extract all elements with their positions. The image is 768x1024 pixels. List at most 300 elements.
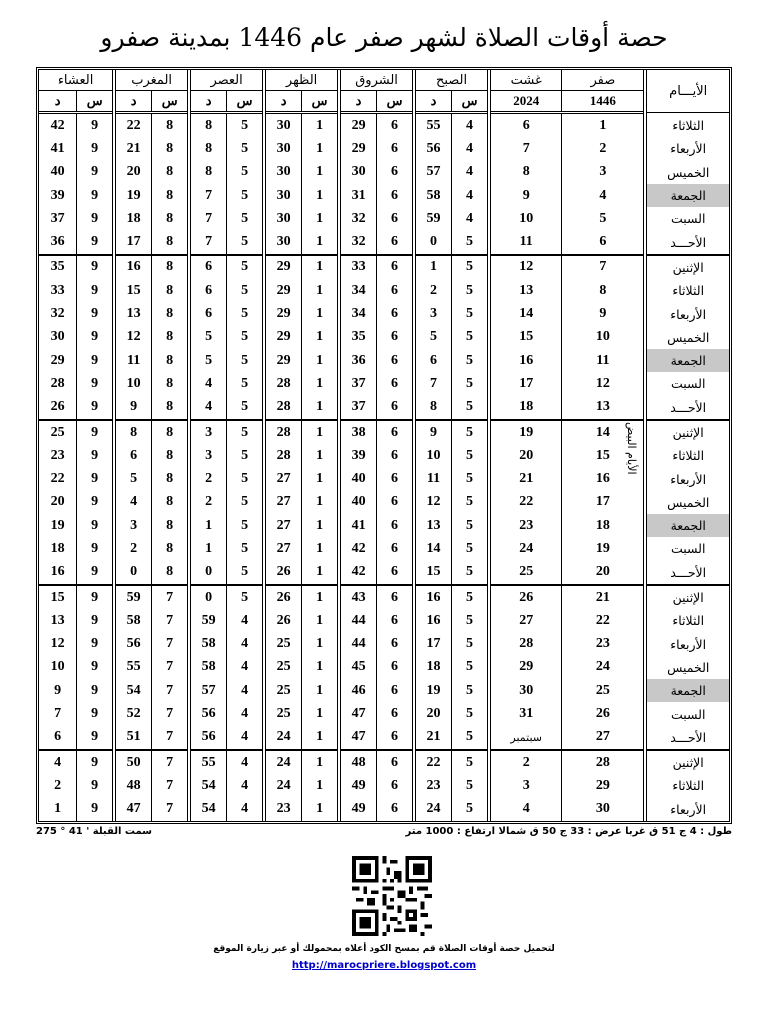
greg-date-cell: 9 [489, 184, 562, 207]
safar-header: صفر [562, 70, 646, 91]
minute-cell: 39 [339, 444, 376, 467]
hour-cell: 9 [77, 184, 114, 207]
minute-cell: 22 [414, 750, 452, 774]
minute-cell: 58 [189, 633, 227, 656]
minute-cell: 4 [189, 372, 227, 395]
hour-cell: 6 [377, 326, 414, 349]
hour-cell: 1 [302, 279, 339, 302]
safar-date-cell: 1 [562, 113, 646, 138]
hour-cell: 8 [152, 561, 189, 585]
day-name-cell: الثلاثاء [645, 774, 729, 797]
minute-cell: 41 [50, 140, 65, 156]
hour-cell: 9 [77, 207, 114, 230]
hour-cell: 8 [152, 161, 189, 184]
page-title: حصة أوقات الصلاة لشهر صفر عام 1446 بمدينة صفرو [100, 23, 668, 52]
greg-date-cell: سبتمبر [489, 726, 562, 750]
hour-cell: 1 [302, 302, 339, 325]
day-name-cell: الإثنين [645, 585, 729, 609]
hour-cell: 6 [377, 491, 414, 514]
hour-cell: 6 [377, 514, 414, 537]
safar-year: 1446 [562, 91, 646, 113]
hour-cell: 4 [227, 798, 264, 821]
hour-cell: 1 [302, 633, 339, 656]
minute-cell: 58 [114, 609, 151, 632]
qr-code-icon[interactable] [352, 856, 432, 936]
hour-cell: 9 [77, 255, 114, 279]
hour-cell: 5 [227, 349, 264, 372]
table-row [39, 184, 729, 207]
minute-cell: 20 [414, 702, 452, 725]
minute-cell: 33 [339, 255, 376, 279]
table-row [39, 585, 729, 609]
hour-cell: 8 [152, 444, 189, 467]
hour-cell: 8 [152, 349, 189, 372]
hour-cell: 5 [227, 537, 264, 560]
minute-cell: 44 [339, 609, 376, 632]
hour-cell: 5 [227, 491, 264, 514]
minute-cell: 30 [50, 329, 65, 345]
hour-cell: 8 [152, 279, 189, 302]
hour-cell: 9 [77, 349, 114, 372]
safar-date-cell: 10 [562, 326, 646, 349]
minute-cell: 0 [414, 230, 452, 254]
greg-date-cell: 12 [489, 255, 562, 279]
hour-cell: 4 [452, 184, 489, 207]
hour-cell: 9 [77, 230, 114, 254]
hour-cell: 5 [452, 396, 489, 420]
minute-cell: 8 [114, 420, 151, 444]
hour-cell: 5 [452, 230, 489, 254]
hour-cell: 6 [377, 537, 414, 560]
table-row [39, 633, 729, 656]
minute-cell: 7 [189, 230, 227, 254]
safar-date-cell: 16 [562, 467, 646, 490]
hour-cell: 9 [77, 161, 114, 184]
minute-cell: 47 [339, 726, 376, 750]
minute-cell: 29 [264, 349, 301, 372]
minute-cell: 27 [264, 467, 301, 490]
minute-cell: 12 [114, 326, 151, 349]
hour-cell: 6 [377, 349, 414, 372]
greg-date-cell: 29 [489, 656, 562, 679]
hour-cell: 8 [152, 396, 189, 420]
hour-cell: 6 [377, 561, 414, 585]
hour-cell: 5 [452, 302, 489, 325]
hour-cell: 9 [77, 561, 114, 585]
table-row [39, 372, 729, 395]
hour-cell: 1 [302, 609, 339, 632]
subheader-row [39, 91, 729, 113]
hour-cell: 6 [377, 184, 414, 207]
minute-cell: 24 [414, 798, 452, 821]
hour-cell: 8 [152, 372, 189, 395]
minute-cell: 6 [189, 279, 227, 302]
hour-cell: 9 [77, 491, 114, 514]
greg-date-cell: 7 [489, 137, 562, 160]
hour-cell: 1 [302, 444, 339, 467]
day-name-cell: الجمعة [645, 349, 729, 372]
hour-cell: 5 [227, 372, 264, 395]
hour-cell: 6 [377, 679, 414, 702]
hour-cell: 9 [77, 679, 114, 702]
hour-cell: 5 [452, 656, 489, 679]
hour-cell: 6 [377, 420, 414, 444]
table-row [39, 656, 729, 679]
minute-cell: 45 [339, 656, 376, 679]
greg-date-cell: 17 [489, 372, 562, 395]
day-name-cell: الجمعة [645, 679, 729, 702]
day-name-cell: الثلاثاء [645, 444, 729, 467]
minute-cell: 40 [339, 467, 376, 490]
minute-cell: 25 [264, 679, 301, 702]
hour-cell: 8 [152, 491, 189, 514]
hour-cell: 6 [377, 207, 414, 230]
greg-date-cell: 24 [489, 537, 562, 560]
hour-cell: 6 [377, 467, 414, 490]
day-name-cell: الأربعاء [645, 798, 729, 821]
minute-cell: 52 [114, 702, 151, 725]
table-row [39, 702, 729, 725]
hour-cell: 8 [152, 113, 189, 138]
day-name-cell: الثلاثاء [645, 113, 729, 138]
minute-cell: 54 [189, 774, 227, 797]
hour-cell: 1 [302, 585, 339, 609]
minute-cell: 21 [114, 137, 151, 160]
hour-cell: 5 [452, 750, 489, 774]
minute-cell: 7 [54, 706, 62, 722]
minute-cell: 25 [264, 633, 301, 656]
hour-cell: 5 [227, 396, 264, 420]
minute-cell: 5 [414, 326, 452, 349]
hour-cell: 5 [227, 230, 264, 254]
greg-date-cell: 6 [489, 113, 562, 138]
minute-cell: 17 [414, 633, 452, 656]
minute-cell: 2 [414, 279, 452, 302]
hour-cell: 8 [152, 302, 189, 325]
hour-cell: 9 [77, 137, 114, 160]
hour-cell: 1 [302, 420, 339, 444]
safar-date-cell: 11 [562, 349, 646, 372]
minute-cell: 36 [339, 349, 376, 372]
hour-cell: 5 [452, 702, 489, 725]
table-row [39, 349, 729, 372]
day-name-cell: الأحـــد [645, 396, 729, 420]
minute-cell: 40 [339, 491, 376, 514]
hour-cell: 7 [152, 798, 189, 821]
minute-cell: 23 [264, 798, 301, 821]
minute-cell: 28 [264, 444, 301, 467]
minute-cell: 36 [50, 234, 65, 250]
hour-cell: 1 [302, 161, 339, 184]
hour-cell: 5 [227, 444, 264, 467]
minute-cell: 27 [264, 537, 301, 560]
table-row [39, 161, 729, 184]
hour-cell: 5 [227, 585, 264, 609]
hour-cell: 5 [452, 774, 489, 797]
hour-cell: 4 [452, 113, 489, 138]
greg-date-cell: 28 [489, 633, 562, 656]
minute-cell: 47 [114, 798, 151, 821]
greg-date-cell: 15 [489, 326, 562, 349]
greg-date-cell: 26 [489, 585, 562, 609]
minute-subheader: د [264, 91, 301, 113]
table-row [39, 207, 729, 230]
hour-cell: 7 [152, 702, 189, 725]
minute-cell: 8 [414, 396, 452, 420]
minute-cell: 28 [264, 372, 301, 395]
safar-date-cell: 12 [562, 372, 646, 395]
minute-cell: 59 [414, 207, 452, 230]
minute-cell: 6 [114, 444, 151, 467]
hour-cell: 6 [377, 302, 414, 325]
hour-cell: 1 [302, 230, 339, 254]
hour-cell: 5 [452, 279, 489, 302]
minute-cell: 31 [339, 184, 376, 207]
website-link[interactable]: http://marocpriere.blogspot.com [291, 960, 477, 971]
minute-cell: 25 [264, 656, 301, 679]
minute-cell: 40 [50, 164, 65, 180]
hour-subheader: س [302, 91, 339, 113]
minute-cell: 15 [414, 561, 452, 585]
day-name-cell: الثلاثاء [645, 279, 729, 302]
hour-cell: 4 [227, 726, 264, 750]
day-name-cell: الأحـــد [645, 230, 729, 254]
minute-cell: 25 [264, 702, 301, 725]
table-row [39, 255, 729, 279]
day-name-cell: الأربعاء [645, 467, 729, 490]
hour-cell: 7 [152, 750, 189, 774]
minute-cell: 54 [189, 798, 227, 821]
minute-cell: 10 [50, 659, 65, 675]
safar-date-cell: 17 [562, 491, 646, 514]
minute-cell: 23 [50, 447, 65, 463]
hour-cell: 1 [302, 726, 339, 750]
minute-cell: 4 [114, 491, 151, 514]
download-instructions: لتحميل حصة أوقات الصلاة قم بمسح الكود أعلاه بمحمولك أو عبر زيارة الموقع [213, 944, 555, 954]
minute-cell: 26 [264, 561, 301, 585]
hour-cell: 4 [227, 679, 264, 702]
minute-cell: 6 [54, 729, 62, 745]
minute-cell: 26 [264, 585, 301, 609]
minute-cell: 55 [114, 656, 151, 679]
safar-date-cell: 7 [562, 255, 646, 279]
minute-cell: 8 [189, 113, 227, 138]
minute-cell: 30 [264, 184, 301, 207]
minute-cell: 11 [114, 349, 151, 372]
minute-cell: 1 [54, 801, 62, 817]
coordinates-text: طول : 4 ج 51 ق غربا عرض : 33 ج 50 ق شمالا ارتفاع : 1000 متر [405, 826, 732, 837]
minute-cell: 5 [189, 349, 227, 372]
safar-date-cell: 30 [562, 798, 646, 821]
minute-cell: 8 [189, 137, 227, 160]
hour-cell: 9 [77, 726, 114, 750]
hour-cell: 6 [377, 279, 414, 302]
hour-cell: 9 [77, 633, 114, 656]
table-row [39, 491, 729, 514]
minute-cell: 29 [264, 302, 301, 325]
minute-cell: 48 [339, 750, 376, 774]
minute-cell: 17 [114, 230, 151, 254]
greg-year: 2024 [489, 91, 562, 113]
hour-cell: 9 [77, 113, 114, 138]
minute-cell: 7 [189, 207, 227, 230]
minute-cell: 0 [189, 561, 227, 585]
minute-cell: 4 [189, 396, 227, 420]
hour-cell: 9 [77, 326, 114, 349]
hour-cell: 5 [452, 420, 489, 444]
hour-cell: 1 [302, 137, 339, 160]
minute-cell: 57 [414, 161, 452, 184]
hour-cell: 1 [302, 679, 339, 702]
minute-cell: 20 [50, 494, 65, 510]
minute-cell: 0 [114, 561, 151, 585]
minute-cell: 1 [189, 537, 227, 560]
minute-cell: 5 [189, 326, 227, 349]
hour-cell: 5 [227, 467, 264, 490]
hour-cell: 5 [452, 726, 489, 750]
minute-cell: 49 [339, 774, 376, 797]
hour-cell: 5 [227, 514, 264, 537]
hour-cell: 4 [227, 609, 264, 632]
isha-header: العشاء [39, 70, 114, 91]
hour-cell: 5 [227, 113, 264, 138]
hour-cell: 6 [377, 444, 414, 467]
minute-cell: 29 [50, 352, 65, 368]
hour-cell: 6 [377, 396, 414, 420]
hour-cell: 7 [152, 774, 189, 797]
hour-cell: 9 [77, 372, 114, 395]
hour-cell: 5 [227, 207, 264, 230]
minute-cell: 15 [39, 585, 77, 609]
day-name-cell: السبت [645, 537, 729, 560]
minute-cell: 30 [264, 113, 301, 138]
minute-cell: 46 [339, 679, 376, 702]
hour-cell: 4 [227, 633, 264, 656]
minute-cell: 41 [339, 514, 376, 537]
hour-cell: 6 [377, 750, 414, 774]
hour-cell: 9 [77, 537, 114, 560]
asr-header: العصر [189, 70, 264, 91]
hour-cell: 5 [452, 349, 489, 372]
hour-cell: 7 [152, 679, 189, 702]
minute-cell: 32 [50, 306, 65, 322]
minute-cell: 33 [50, 282, 65, 298]
hour-cell: 5 [452, 633, 489, 656]
safar-date-cell: 14 [562, 420, 646, 444]
hour-cell: 1 [302, 255, 339, 279]
safar-date-cell: 27 [562, 726, 646, 750]
hour-cell: 5 [452, 514, 489, 537]
greg-date-cell: 2 [489, 750, 562, 774]
hour-cell: 5 [452, 491, 489, 514]
minute-cell: 15 [114, 279, 151, 302]
minute-cell: 56 [189, 726, 227, 750]
hour-subheader: س [377, 91, 414, 113]
hour-cell: 9 [77, 585, 114, 609]
greg-header: غشت [489, 70, 562, 91]
greg-date-cell: 11 [489, 230, 562, 254]
minute-cell: 21 [414, 726, 452, 750]
minute-cell: 3 [114, 514, 151, 537]
hour-cell: 8 [152, 255, 189, 279]
day-name-cell: الأربعاء [645, 137, 729, 160]
hour-cell: 9 [77, 702, 114, 725]
minute-cell: 26 [264, 609, 301, 632]
hour-cell: 1 [302, 561, 339, 585]
minute-cell: 49 [339, 798, 376, 821]
hour-cell: 9 [77, 609, 114, 632]
hour-cell: 1 [302, 750, 339, 774]
minute-cell: 42 [339, 537, 376, 560]
minute-cell: 18 [114, 207, 151, 230]
hour-cell: 5 [452, 537, 489, 560]
table-row [39, 326, 729, 349]
minute-cell: 19 [414, 679, 452, 702]
greg-date-cell: 20 [489, 444, 562, 467]
hour-cell: 8 [152, 230, 189, 254]
greg-date-cell: 22 [489, 491, 562, 514]
sunrise-header: الشروق [339, 70, 414, 91]
hour-cell: 4 [227, 656, 264, 679]
hour-cell: 5 [227, 161, 264, 184]
hour-cell: 1 [302, 207, 339, 230]
hour-cell: 5 [227, 326, 264, 349]
hour-cell: 5 [227, 561, 264, 585]
minute-cell: 6 [414, 349, 452, 372]
hour-cell: 7 [152, 726, 189, 750]
greg-date-cell: 14 [489, 302, 562, 325]
table-row [39, 561, 729, 585]
hour-cell: 1 [302, 702, 339, 725]
minute-cell: 37 [339, 372, 376, 395]
minute-cell: 58 [189, 656, 227, 679]
minute-cell: 5 [114, 467, 151, 490]
hour-cell: 7 [152, 656, 189, 679]
safar-date-cell: 2 [562, 137, 646, 160]
minute-cell: 2 [54, 777, 62, 793]
minute-cell: 28 [264, 420, 301, 444]
hour-cell: 8 [152, 537, 189, 560]
minute-cell: 30 [264, 230, 301, 254]
minute-cell: 9 [414, 420, 452, 444]
day-name-cell: السبت [645, 702, 729, 725]
minute-cell: 37 [339, 396, 376, 420]
hour-cell: 7 [152, 633, 189, 656]
days-header: الأيـــام [645, 70, 729, 113]
minute-subheader: د [114, 91, 151, 113]
hour-cell: 4 [227, 750, 264, 774]
hour-subheader: س [77, 91, 114, 113]
minute-subheader: د [39, 91, 77, 113]
hour-cell: 6 [377, 585, 414, 609]
day-name-cell: الخميس [645, 326, 729, 349]
hour-cell: 1 [302, 113, 339, 138]
hour-cell: 8 [152, 137, 189, 160]
hour-cell: 8 [152, 326, 189, 349]
minute-cell: 3 [414, 302, 452, 325]
minute-cell: 2 [189, 491, 227, 514]
hour-cell: 9 [77, 750, 114, 774]
hour-cell: 1 [302, 326, 339, 349]
minute-cell: 7 [189, 184, 227, 207]
minute-cell: 2 [189, 467, 227, 490]
minute-cell: 16 [114, 255, 151, 279]
minute-cell: 16 [50, 564, 65, 580]
minute-cell: 58 [414, 184, 452, 207]
greg-date-cell: 18 [489, 396, 562, 420]
minute-cell: 27 [264, 514, 301, 537]
hour-cell: 1 [302, 184, 339, 207]
